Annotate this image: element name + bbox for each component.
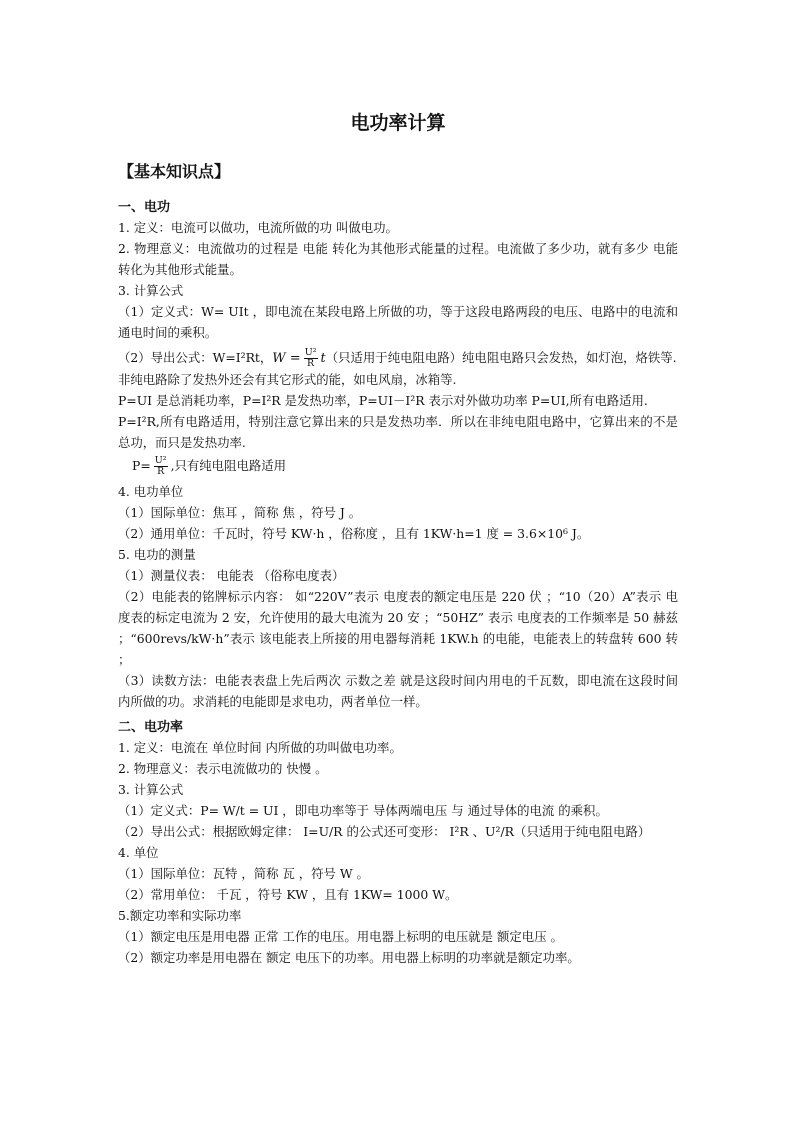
section-header: 【基本知识点】: [118, 162, 231, 181]
power-derived-formula: （2）导出公式：根据欧姆定律： I=U/R 的公式还可变形： I²R 、U²/R（只适用于纯电阻电路）: [118, 824, 651, 839]
work-meaning: 2. 物理意义：电流做功的过程是 电能 转化为其他形式能量的过程。电流做了多少功，就有多少 电能 转化为其他形式能量。: [118, 241, 678, 277]
fraction-u2-r-2: [154, 456, 168, 477]
heat-power-note: P=I²R,所有电路适用，特别注意它算出来的只是发热功率．所以在非纯电阻电路中，它算出来的不是总功，而只是发热功率.: [118, 414, 678, 450]
power-definition-formula: （1）定义式：P= W/t = UI ，即电功率等于 导体两端电压 与 通过导体的电流 的乘积。: [118, 803, 608, 818]
non-pure-circuit-note: 非纯电路除了发热外还会有其它形式的能，如电风扇，冰箱等.: [118, 372, 457, 387]
derived-formula-text: （2）导出公式：W=I²Rt，: [118, 350, 273, 365]
work-measure-heading: 5. 电功的测量: [118, 547, 196, 562]
power-formula-summary: P=UI 是总消耗功率，P=I²R 是发热功率，P=UI－I²R 表示对外做功功率 P=UI,所有电路适用.: [118, 393, 648, 408]
formula-p-tail: ,只有纯电阻电路适用: [170, 458, 287, 473]
power-si-unit: （1）国际单位：瓦特 ，简称 瓦 ，符号 W 。: [118, 866, 369, 881]
formula-p-lead: P=: [132, 458, 151, 473]
formula-t: t: [320, 351, 326, 366]
formula-w-lead: W =: [272, 351, 301, 366]
fraction-denominator: R: [307, 358, 315, 369]
work-definition: 1. 定义：电流可以做功，电流所做的功 叫做电功。: [118, 220, 398, 235]
power-common-unit: （2）常用单位： 千瓦 ，符号 KW ，且有 1KW= 1000 W。: [118, 887, 458, 902]
power-meaning: 2. 物理意义：表示电流做功的 快慢 。: [118, 761, 328, 776]
rated-power: （2）额定功率是用电器在 额定 电压下的功率。用电器上标明的功率就是额定功率。: [118, 950, 580, 965]
fraction-numerator: U²: [304, 347, 317, 358]
fraction-numerator-2: U²: [154, 455, 167, 466]
power-units-heading: 4. 单位: [118, 845, 159, 860]
power-formula-heading: 3. 计算公式: [118, 782, 184, 797]
pure-resistor-formula: [118, 455, 678, 477]
meter-reading: （3）读数方法：电能表表盘上先后两次 示数之差 就是这段时间内用电的千瓦数，即电流在这段时间内所做的功。求消耗的电能即是求电功，两者单位一样。: [118, 673, 678, 709]
work-units-heading: 4. 电功单位: [118, 484, 184, 499]
work-si-unit: （1）国际单位：焦耳 ，简称 焦 ，符号 J 。: [118, 505, 362, 520]
work-common-unit: （2）通用单位：千瓦时，符号 KW·h ，俗称度 ，且有 1KW·h=1 度 = 3.6×10⁶ J。: [118, 526, 590, 541]
rated-power-heading: 5.额定功率和实际功率: [118, 908, 242, 923]
document-page: [118, 98, 678, 968]
heading-electric-work: 一、电功: [118, 200, 171, 215]
work-formula-heading: 3. 计算公式: [118, 283, 184, 298]
meter-nameplate: （2）电能表的铭牌标示内容： 如“220V”表示 电度表的额定电压是 220 伏 ；“10（20）A”表示 电度表的标定电流为 2 安，允许使用的最大电流为 20 安 ；“50HZ” 表示 电度表的工作频率是 50 赫兹 ；“600revs/kW·h”表示 该电能表上所接的用电器每消耗 1KW.h 的电能，电能表上的转盘转 600 转 ；: [118, 589, 678, 667]
work-derived-formula: [118, 347, 678, 369]
fraction-u2-r: [304, 348, 318, 369]
heading-electric-power: 二、电功率: [118, 720, 184, 735]
page-title: 电功率计算: [350, 112, 446, 134]
fraction-denominator-2: R: [157, 466, 165, 477]
power-definition: 1. 定义：电流在 单位时间 内所做的功叫做电功率。: [118, 740, 402, 755]
work-definition-formula: （1）定义式：W= UIt ，即电流在某段电路上所做的功，等于这段电路两段的电压、电路中的电流和通电时间的乘积。: [118, 304, 678, 340]
derived-formula-note: （只适用于纯电阻电路）纯电阻电路只会发热，如灯泡，烙铁等.: [325, 350, 677, 365]
meter-instrument: （1）测量仪表： 电能表 （俗称电度表）: [118, 568, 345, 583]
rated-voltage: （1）额定电压是用电器 正常 工作的电压。用电器上标明的电压就是 额定电压 。: [118, 929, 563, 944]
